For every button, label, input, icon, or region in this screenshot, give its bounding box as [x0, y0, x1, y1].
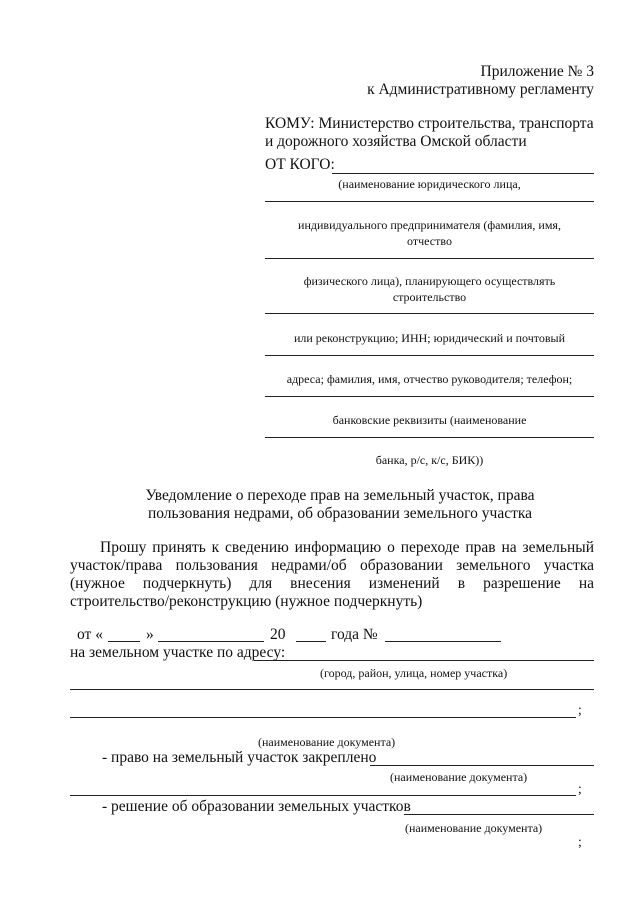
plot-formation-decision-label: - решение об образовании земельных участков [102, 798, 411, 815]
hint-individual: физического лица), планирующего осуществлять [303, 274, 556, 288]
year-number-label: года № [331, 626, 378, 643]
month-input-line[interactable] [158, 641, 264, 642]
notice-title-line2: пользования недрами, об образовании земельного участка [147, 505, 533, 522]
date-close-quote: » [146, 626, 154, 643]
document-name-hint-2: (наименование документа) [390, 770, 528, 784]
from-input-line-2[interactable] [265, 201, 594, 202]
regulation-reference: к Административному регламенту [367, 81, 594, 98]
from-input-line[interactable] [332, 173, 594, 174]
hint-reconstruction: или реконструкцию; ИНН; юридический и почтовый [293, 331, 566, 345]
from-input-line-7[interactable] [265, 437, 594, 438]
hint-legal-entity: (наименование юридического лица, [338, 177, 521, 191]
semicolon-3: ; [578, 834, 582, 849]
plot-formation-input-line[interactable] [404, 814, 594, 815]
hint-bank-details: банковские реквизиты (наименование [332, 413, 527, 427]
appendix-number: Приложение № 3 [480, 63, 594, 80]
number-input-line[interactable] [385, 641, 501, 642]
plot-address-input-line[interactable] [254, 660, 594, 661]
hint-addresses: адреса; фамилия, имя, отчество руководителя; телефон; [286, 372, 573, 386]
body-paragraph-line1: Прошу принять к сведению информацию о переходе прав на земельный [100, 539, 594, 556]
from-label: ОТ КОГО: [265, 156, 335, 173]
recipient-to-line2: и дорожного хозяйства Омской области [265, 133, 527, 150]
land-right-input-line-2[interactable] [70, 795, 576, 796]
from-input-line-5[interactable] [265, 355, 594, 356]
hint-construction: строительство [392, 290, 467, 304]
hint-patronymic: отчество [407, 234, 452, 248]
hint-bank-codes: банка, р/с, к/с, БИК)) [375, 453, 484, 467]
land-right-label: - право на земельный участок закреплено [102, 749, 377, 766]
hint-entrepreneur: индивидуального предпринимателя (фамилия, имя, [298, 218, 561, 232]
day-input-line[interactable] [108, 641, 140, 642]
recipient-to-line1: КОМУ: Министерство строительства, транспорта [265, 115, 594, 132]
year-input-line[interactable] [296, 641, 326, 642]
body-paragraph-line4: строительство/реконструкцию (нужное подчеркнуть) [70, 593, 423, 610]
semicolon-1: ; [578, 702, 582, 717]
land-right-input-line[interactable] [370, 765, 594, 766]
year-prefix: 20 [270, 626, 286, 643]
semicolon-2: ; [578, 781, 582, 796]
from-input-line-4[interactable] [265, 313, 594, 314]
date-from-label: от « [77, 626, 103, 643]
plot-address-label: на земельном участке по адресу: [70, 644, 286, 661]
document-name-hint-1: (наименование документа) [258, 735, 396, 749]
address-input-line-3[interactable] [70, 717, 576, 718]
body-paragraph-line2: участок/права пользования недрами/об образовании земельного участка [70, 557, 594, 574]
address-input-line-2[interactable] [70, 689, 594, 690]
notice-title-line1: Уведомление о переходе прав на земельный участок, права [145, 487, 535, 504]
from-input-line-3[interactable] [265, 258, 594, 259]
from-input-line-6[interactable] [265, 396, 594, 397]
body-paragraph-line3: (нужное подчеркнуть) для внесения изменений в разрешение на [70, 575, 594, 592]
address-hint: (город, район, улица, номер участка) [320, 666, 508, 680]
document-name-hint-3: (наименование документа) [405, 821, 543, 835]
